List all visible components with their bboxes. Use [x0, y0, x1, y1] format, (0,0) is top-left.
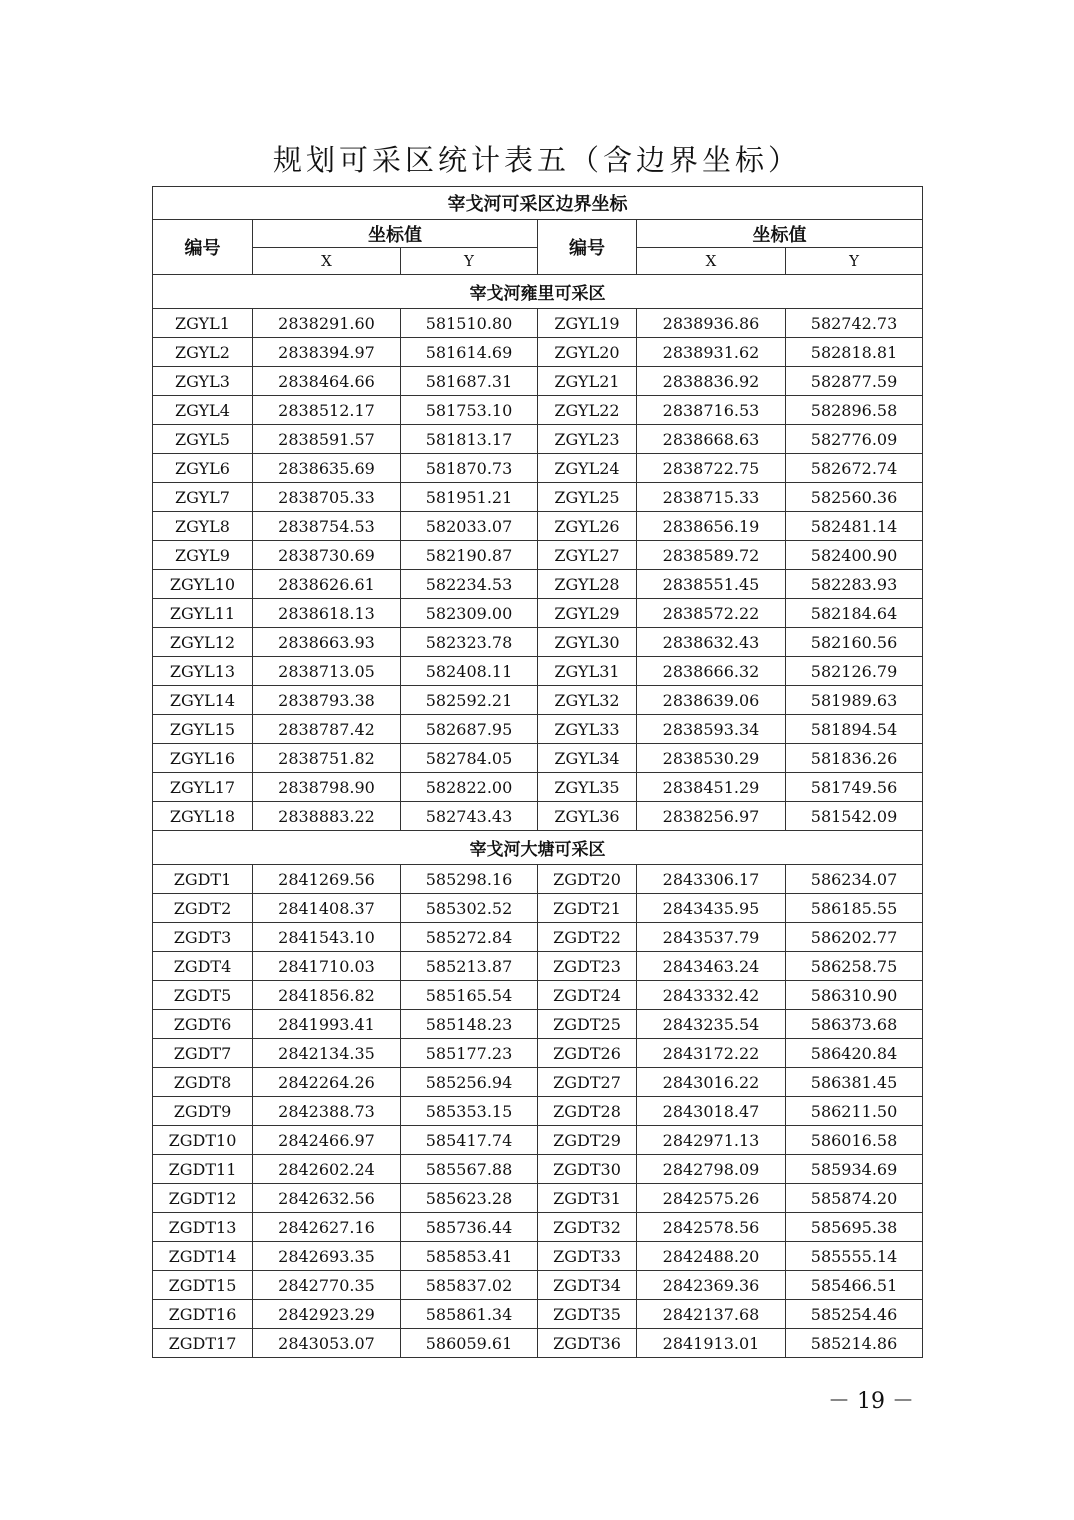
- point-id-cell: ZGYL6: [153, 454, 253, 483]
- table-row: [153, 1010, 923, 1039]
- y-coordinate-cell: 582742.73: [786, 309, 923, 338]
- point-id-cell: ZGYL11: [153, 599, 253, 628]
- table-body: [153, 275, 923, 1358]
- table-row: [153, 773, 923, 802]
- point-id-cell: ZGDT15: [153, 1271, 253, 1300]
- point-id-cell: ZGYL29: [538, 599, 637, 628]
- table-row: [153, 599, 923, 628]
- point-id-cell: ZGYL24: [538, 454, 637, 483]
- table-row: [153, 483, 923, 512]
- y-coordinate-cell: 585555.14: [786, 1242, 923, 1271]
- y-coordinate-cell: 581951.21: [401, 483, 538, 512]
- x-coordinate-cell: 2838722.75: [637, 454, 786, 483]
- y-coordinate-cell: 586373.68: [786, 1010, 923, 1039]
- x-coordinate-cell: 2838530.29: [637, 744, 786, 773]
- table-row: [153, 570, 923, 599]
- y-coordinate-cell: 585623.28: [401, 1184, 538, 1213]
- x-coordinate-cell: 2842923.29: [253, 1300, 401, 1329]
- point-id-cell: ZGYL31: [538, 657, 637, 686]
- x-coordinate-cell: 2843235.54: [637, 1010, 786, 1039]
- point-id-cell: ZGDT25: [538, 1010, 637, 1039]
- point-id-cell: ZGYL17: [153, 773, 253, 802]
- y-coordinate-cell: 585466.51: [786, 1271, 923, 1300]
- x-coordinate-cell: 2841993.41: [253, 1010, 401, 1039]
- x-coordinate-cell: 2843537.79: [637, 923, 786, 952]
- point-id-cell: ZGDT10: [153, 1126, 253, 1155]
- table-row: [153, 657, 923, 686]
- point-id-cell: ZGDT8: [153, 1068, 253, 1097]
- table-row: [153, 1155, 923, 1184]
- x-coordinate-cell: 2838705.33: [253, 483, 401, 512]
- point-id-cell: ZGDT17: [153, 1329, 253, 1358]
- point-id-cell: ZGDT32: [538, 1213, 637, 1242]
- y-coordinate-cell: 585165.54: [401, 981, 538, 1010]
- y-coordinate-cell: 586420.84: [786, 1039, 923, 1068]
- point-id-cell: ZGDT4: [153, 952, 253, 981]
- x-coordinate-cell: 2838291.60: [253, 309, 401, 338]
- point-id-cell: ZGYL22: [538, 396, 637, 425]
- point-id-cell: ZGYL27: [538, 541, 637, 570]
- x-coordinate-cell: 2842466.97: [253, 1126, 401, 1155]
- table-row: [153, 425, 923, 454]
- y-coordinate-cell: 582822.00: [401, 773, 538, 802]
- x-coordinate-cell: 2838754.53: [253, 512, 401, 541]
- y-coordinate-cell: 585213.87: [401, 952, 538, 981]
- y-coordinate-cell: 582672.74: [786, 454, 923, 483]
- x-coordinate-cell: 2843016.22: [637, 1068, 786, 1097]
- x-coordinate-cell: 2838572.22: [637, 599, 786, 628]
- x-coordinate-cell: 2843018.47: [637, 1097, 786, 1126]
- column-header-id-left: 编号: [153, 220, 253, 275]
- x-coordinate-cell: 2838793.38: [253, 686, 401, 715]
- y-coordinate-cell: 585874.20: [786, 1184, 923, 1213]
- point-id-cell: ZGYL12: [153, 628, 253, 657]
- point-id-cell: ZGDT1: [153, 865, 253, 894]
- x-coordinate-cell: 2841408.37: [253, 894, 401, 923]
- table-row: [153, 894, 923, 923]
- x-coordinate-cell: 2838713.05: [253, 657, 401, 686]
- x-coordinate-cell: 2838936.86: [637, 309, 786, 338]
- point-id-cell: ZGYL21: [538, 367, 637, 396]
- y-coordinate-cell: 581753.10: [401, 396, 538, 425]
- x-coordinate-cell: 2838798.90: [253, 773, 401, 802]
- x-coordinate-cell: 2838836.92: [637, 367, 786, 396]
- x-coordinate-cell: 2841913.01: [637, 1329, 786, 1358]
- x-coordinate-cell: 2843332.42: [637, 981, 786, 1010]
- x-coordinate-cell: 2838512.17: [253, 396, 401, 425]
- x-coordinate-cell: 2838751.82: [253, 744, 401, 773]
- y-coordinate-cell: 582190.87: [401, 541, 538, 570]
- y-coordinate-cell: 585417.74: [401, 1126, 538, 1155]
- x-coordinate-cell: 2842632.56: [253, 1184, 401, 1213]
- y-coordinate-cell: 585256.94: [401, 1068, 538, 1097]
- x-coordinate-cell: 2838639.06: [637, 686, 786, 715]
- x-coordinate-cell: 2838464.66: [253, 367, 401, 396]
- y-coordinate-cell: 586310.90: [786, 981, 923, 1010]
- column-header-y-left: Y: [401, 248, 538, 275]
- x-coordinate-cell: 2838593.34: [637, 715, 786, 744]
- page-title: 规划可采区统计表五（含边界坐标）: [272, 143, 801, 177]
- table-row: [153, 744, 923, 773]
- x-coordinate-cell: 2842627.16: [253, 1213, 401, 1242]
- y-coordinate-cell: 582592.21: [401, 686, 538, 715]
- y-coordinate-cell: 582184.64: [786, 599, 923, 628]
- column-header-x-left: X: [253, 248, 401, 275]
- page-number: － 19 －: [828, 1389, 914, 1414]
- point-id-cell: ZGYL7: [153, 483, 253, 512]
- point-id-cell: ZGDT16: [153, 1300, 253, 1329]
- x-coordinate-cell: 2842971.13: [637, 1126, 786, 1155]
- y-coordinate-cell: 581510.80: [401, 309, 538, 338]
- x-coordinate-cell: 2838715.33: [637, 483, 786, 512]
- point-id-cell: ZGDT5: [153, 981, 253, 1010]
- x-coordinate-cell: 2838551.45: [637, 570, 786, 599]
- point-id-cell: ZGDT22: [538, 923, 637, 952]
- x-coordinate-cell: 2841710.03: [253, 952, 401, 981]
- point-id-cell: ZGYL15: [153, 715, 253, 744]
- x-coordinate-cell: 2838883.22: [253, 802, 401, 831]
- point-id-cell: ZGYL30: [538, 628, 637, 657]
- table-row: [153, 802, 923, 831]
- y-coordinate-cell: 585736.44: [401, 1213, 538, 1242]
- y-coordinate-cell: 581542.09: [786, 802, 923, 831]
- point-id-cell: ZGYL8: [153, 512, 253, 541]
- x-coordinate-cell: 2843053.07: [253, 1329, 401, 1358]
- y-coordinate-cell: 582896.58: [786, 396, 923, 425]
- y-coordinate-cell: 586202.77: [786, 923, 923, 952]
- y-coordinate-cell: 581614.69: [401, 338, 538, 367]
- x-coordinate-cell: 2838256.97: [637, 802, 786, 831]
- table-row: [153, 865, 923, 894]
- point-id-cell: ZGYL4: [153, 396, 253, 425]
- y-coordinate-cell: 585298.16: [401, 865, 538, 894]
- point-id-cell: ZGDT24: [538, 981, 637, 1010]
- table-row: [153, 338, 923, 367]
- point-id-cell: ZGDT20: [538, 865, 637, 894]
- point-id-cell: ZGDT26: [538, 1039, 637, 1068]
- y-coordinate-cell: 582400.90: [786, 541, 923, 570]
- point-id-cell: ZGDT2: [153, 894, 253, 923]
- point-id-cell: ZGYL9: [153, 541, 253, 570]
- point-id-cell: ZGDT14: [153, 1242, 253, 1271]
- x-coordinate-cell: 2842137.68: [637, 1300, 786, 1329]
- y-coordinate-cell: 582323.78: [401, 628, 538, 657]
- point-id-cell: ZGDT27: [538, 1068, 637, 1097]
- y-coordinate-cell: 586381.45: [786, 1068, 923, 1097]
- point-id-cell: ZGYL20: [538, 338, 637, 367]
- point-id-cell: ZGYL5: [153, 425, 253, 454]
- y-coordinate-cell: 585272.84: [401, 923, 538, 952]
- table-row: [153, 1184, 923, 1213]
- point-id-cell: ZGYL19: [538, 309, 637, 338]
- point-id-cell: ZGDT11: [153, 1155, 253, 1184]
- y-coordinate-cell: 582560.36: [786, 483, 923, 512]
- y-coordinate-cell: 582160.56: [786, 628, 923, 657]
- point-id-cell: ZGDT33: [538, 1242, 637, 1271]
- y-coordinate-cell: 585214.86: [786, 1329, 923, 1358]
- point-id-cell: ZGDT6: [153, 1010, 253, 1039]
- y-coordinate-cell: 582743.43: [401, 802, 538, 831]
- y-coordinate-cell: 581813.17: [401, 425, 538, 454]
- x-coordinate-cell: 2842369.36: [637, 1271, 786, 1300]
- column-header-id-right: 编号: [538, 220, 637, 275]
- x-coordinate-cell: 2838730.69: [253, 541, 401, 570]
- point-id-cell: ZGYL14: [153, 686, 253, 715]
- y-coordinate-cell: 581870.73: [401, 454, 538, 483]
- point-id-cell: ZGYL28: [538, 570, 637, 599]
- x-coordinate-cell: 2838451.29: [637, 773, 786, 802]
- point-id-cell: ZGYL36: [538, 802, 637, 831]
- table-row: [153, 1329, 923, 1358]
- x-coordinate-cell: 2838931.62: [637, 338, 786, 367]
- y-coordinate-cell: 582687.95: [401, 715, 538, 744]
- y-coordinate-cell: 581749.56: [786, 773, 923, 802]
- x-coordinate-cell: 2838666.32: [637, 657, 786, 686]
- x-coordinate-cell: 2841856.82: [253, 981, 401, 1010]
- section-header: 宰戈河雍里可采区: [153, 275, 923, 309]
- x-coordinate-cell: 2842488.20: [637, 1242, 786, 1271]
- y-coordinate-cell: 585254.46: [786, 1300, 923, 1329]
- point-id-cell: ZGDT34: [538, 1271, 637, 1300]
- x-coordinate-cell: 2838663.93: [253, 628, 401, 657]
- point-id-cell: ZGYL25: [538, 483, 637, 512]
- point-id-cell: ZGDT30: [538, 1155, 637, 1184]
- table-row: [153, 952, 923, 981]
- y-coordinate-cell: 585177.23: [401, 1039, 538, 1068]
- table-row: [153, 1068, 923, 1097]
- y-coordinate-cell: 586185.55: [786, 894, 923, 923]
- table-row: [153, 1213, 923, 1242]
- y-coordinate-cell: 582234.53: [401, 570, 538, 599]
- table-row: [153, 367, 923, 396]
- y-coordinate-cell: 581836.26: [786, 744, 923, 773]
- table-row: [153, 1126, 923, 1155]
- point-id-cell: ZGYL2: [153, 338, 253, 367]
- point-id-cell: ZGYL1: [153, 309, 253, 338]
- table-row: [153, 512, 923, 541]
- point-id-cell: ZGYL35: [538, 773, 637, 802]
- y-coordinate-cell: 581687.31: [401, 367, 538, 396]
- x-coordinate-cell: 2843435.95: [637, 894, 786, 923]
- x-coordinate-cell: 2838394.97: [253, 338, 401, 367]
- x-coordinate-cell: 2843172.22: [637, 1039, 786, 1068]
- column-header-coord-left: 坐标值: [253, 220, 538, 248]
- point-id-cell: ZGYL18: [153, 802, 253, 831]
- y-coordinate-cell: 585302.52: [401, 894, 538, 923]
- point-id-cell: ZGYL13: [153, 657, 253, 686]
- table-row: [153, 396, 923, 425]
- table-row: [153, 628, 923, 657]
- point-id-cell: ZGDT28: [538, 1097, 637, 1126]
- column-header-y-right: Y: [786, 248, 923, 275]
- x-coordinate-cell: 2842264.26: [253, 1068, 401, 1097]
- point-id-cell: ZGYL10: [153, 570, 253, 599]
- y-coordinate-cell: 581989.63: [786, 686, 923, 715]
- point-id-cell: ZGDT3: [153, 923, 253, 952]
- point-id-cell: ZGDT29: [538, 1126, 637, 1155]
- table-row: [153, 715, 923, 744]
- y-coordinate-cell: 585695.38: [786, 1213, 923, 1242]
- boundary-coordinates-table: [152, 186, 923, 1358]
- table-row: [153, 309, 923, 338]
- table-row: [153, 1242, 923, 1271]
- table-row: [153, 1300, 923, 1329]
- y-coordinate-cell: 582481.14: [786, 512, 923, 541]
- table-row: [153, 923, 923, 952]
- y-coordinate-cell: 582784.05: [401, 744, 538, 773]
- x-coordinate-cell: 2842388.73: [253, 1097, 401, 1126]
- point-id-cell: ZGYL3: [153, 367, 253, 396]
- y-coordinate-cell: 582877.59: [786, 367, 923, 396]
- point-id-cell: ZGDT13: [153, 1213, 253, 1242]
- x-coordinate-cell: 2842798.09: [637, 1155, 786, 1184]
- table-row: [153, 1097, 923, 1126]
- x-coordinate-cell: 2838626.61: [253, 570, 401, 599]
- point-id-cell: ZGYL34: [538, 744, 637, 773]
- x-coordinate-cell: 2838787.42: [253, 715, 401, 744]
- point-id-cell: ZGYL33: [538, 715, 637, 744]
- x-coordinate-cell: 2842575.26: [637, 1184, 786, 1213]
- point-id-cell: ZGDT21: [538, 894, 637, 923]
- y-coordinate-cell: 585567.88: [401, 1155, 538, 1184]
- x-coordinate-cell: 2838618.13: [253, 599, 401, 628]
- x-coordinate-cell: 2838716.53: [637, 396, 786, 425]
- point-id-cell: ZGDT23: [538, 952, 637, 981]
- y-coordinate-cell: 585148.23: [401, 1010, 538, 1039]
- x-coordinate-cell: 2842770.35: [253, 1271, 401, 1300]
- column-header-coord-right: 坐标值: [637, 220, 923, 248]
- table-caption: 宰戈河可采区边界坐标: [153, 187, 923, 220]
- y-coordinate-cell: 582309.00: [401, 599, 538, 628]
- x-coordinate-cell: 2838591.57: [253, 425, 401, 454]
- point-id-cell: ZGYL23: [538, 425, 637, 454]
- x-coordinate-cell: 2843306.17: [637, 865, 786, 894]
- y-coordinate-cell: 585853.41: [401, 1242, 538, 1271]
- point-id-cell: ZGYL32: [538, 686, 637, 715]
- column-header-x-right: X: [637, 248, 786, 275]
- table-row: [153, 541, 923, 570]
- table-row: [153, 981, 923, 1010]
- point-id-cell: ZGDT7: [153, 1039, 253, 1068]
- x-coordinate-cell: 2841269.56: [253, 865, 401, 894]
- y-coordinate-cell: 582776.09: [786, 425, 923, 454]
- x-coordinate-cell: 2838632.43: [637, 628, 786, 657]
- y-coordinate-cell: 582126.79: [786, 657, 923, 686]
- x-coordinate-cell: 2842578.56: [637, 1213, 786, 1242]
- x-coordinate-cell: 2838589.72: [637, 541, 786, 570]
- y-coordinate-cell: 585353.15: [401, 1097, 538, 1126]
- x-coordinate-cell: 2843463.24: [637, 952, 786, 981]
- y-coordinate-cell: 585861.34: [401, 1300, 538, 1329]
- y-coordinate-cell: 581894.54: [786, 715, 923, 744]
- x-coordinate-cell: 2838656.19: [637, 512, 786, 541]
- table-row: [153, 686, 923, 715]
- x-coordinate-cell: 2842134.35: [253, 1039, 401, 1068]
- y-coordinate-cell: 582818.81: [786, 338, 923, 367]
- x-coordinate-cell: 2838635.69: [253, 454, 401, 483]
- table-row: [153, 1039, 923, 1068]
- y-coordinate-cell: 582033.07: [401, 512, 538, 541]
- point-id-cell: ZGDT12: [153, 1184, 253, 1213]
- point-id-cell: ZGDT35: [538, 1300, 637, 1329]
- point-id-cell: ZGYL26: [538, 512, 637, 541]
- table-row: [153, 454, 923, 483]
- y-coordinate-cell: 585934.69: [786, 1155, 923, 1184]
- point-id-cell: ZGYL16: [153, 744, 253, 773]
- x-coordinate-cell: 2838668.63: [637, 425, 786, 454]
- point-id-cell: ZGDT9: [153, 1097, 253, 1126]
- point-id-cell: ZGDT36: [538, 1329, 637, 1358]
- y-coordinate-cell: 582283.93: [786, 570, 923, 599]
- y-coordinate-cell: 586059.61: [401, 1329, 538, 1358]
- y-coordinate-cell: 586234.07: [786, 865, 923, 894]
- point-id-cell: ZGDT31: [538, 1184, 637, 1213]
- x-coordinate-cell: 2842602.24: [253, 1155, 401, 1184]
- y-coordinate-cell: 582408.11: [401, 657, 538, 686]
- x-coordinate-cell: 2841543.10: [253, 923, 401, 952]
- y-coordinate-cell: 586211.50: [786, 1097, 923, 1126]
- x-coordinate-cell: 2842693.35: [253, 1242, 401, 1271]
- y-coordinate-cell: 586016.58: [786, 1126, 923, 1155]
- section-header: 宰戈河大塘可采区: [153, 831, 923, 865]
- y-coordinate-cell: 586258.75: [786, 952, 923, 981]
- table-row: [153, 1271, 923, 1300]
- y-coordinate-cell: 585837.02: [401, 1271, 538, 1300]
